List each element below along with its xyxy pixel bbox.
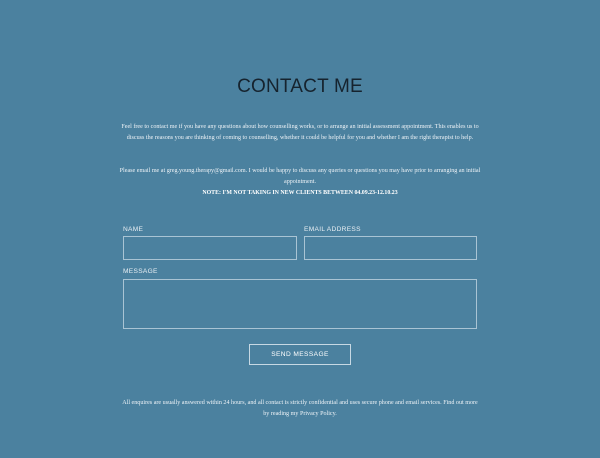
name-label: NAME bbox=[123, 226, 144, 233]
page-title: CONTACT ME bbox=[237, 76, 363, 97]
name-input[interactable] bbox=[123, 236, 297, 260]
email-input[interactable] bbox=[304, 236, 477, 260]
message-label: MESSAGE bbox=[123, 268, 158, 275]
email-label: EMAIL ADDRESS bbox=[304, 226, 361, 233]
send-message-button[interactable]: SEND MESSAGE bbox=[249, 344, 351, 365]
message-textarea[interactable] bbox=[123, 279, 477, 329]
intro-paragraph: Feel free to contact me if you have any questions about how counselling works, or to arrange an initial assessment appointment. This enables us to discuss the reasons you are thinking of coming to counselling, whether it could be helpful for you and whether I am the right therapist to help. bbox=[121, 124, 479, 141]
footer-note: All enquires are usually answered within 24 hours, and all contact is strictly confidential and uses secure phone and email services. Find out more by reading my Privacy Policy. bbox=[122, 400, 478, 417]
email-paragraph: Please email me at greg.young.therapy@gmail.com. I would be happy to discuss any queries or questions you may have prior to arranging an initial appointment. bbox=[119, 168, 481, 185]
availability-notice: NOTE: I'M NOT TAKING IN NEW CLIENTS BETWEEN 04.09.23-12.10.23 bbox=[202, 190, 398, 196]
